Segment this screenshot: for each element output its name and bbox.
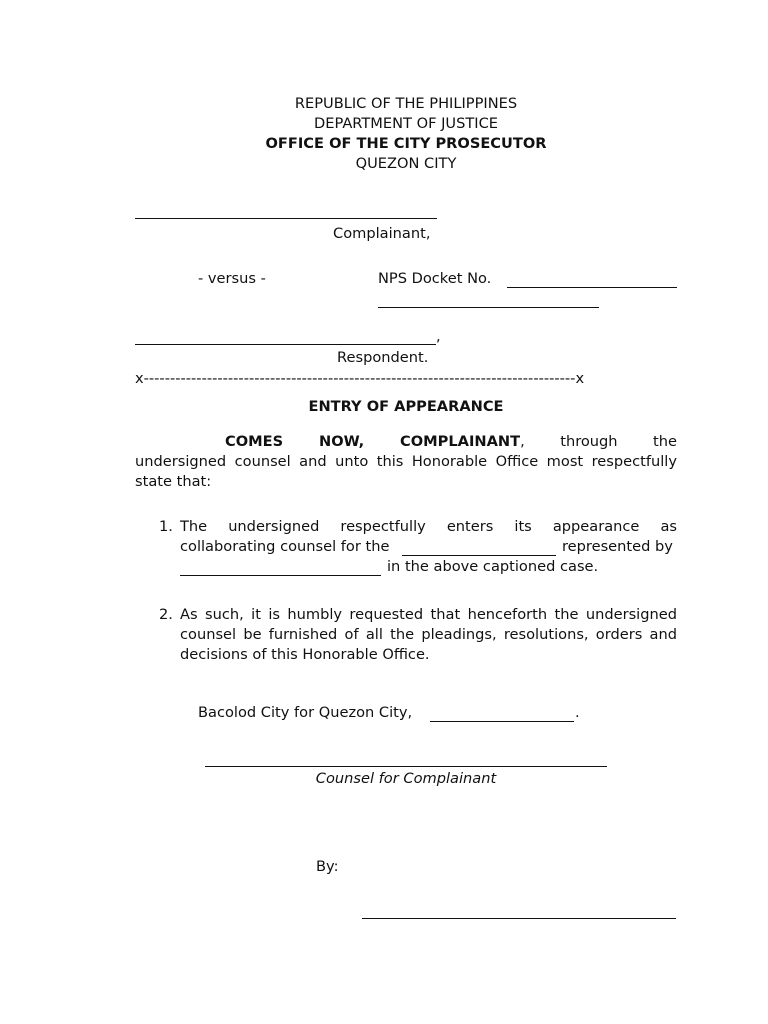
by-label: By: — [316, 858, 339, 875]
intro-line-1 — [135, 432, 677, 452]
docket-number-line-2 — [378, 307, 599, 308]
by-signature-line — [362, 918, 676, 919]
intro-line-2: undersigned counsel and unto this Honorable Office most respectfully — [135, 453, 677, 470]
place-date-end: . — [575, 704, 580, 721]
caption-separator: x----------------------------------------------------------------------------------x — [135, 370, 585, 387]
docket-label: NPS Docket No. — [378, 270, 492, 287]
complainant-name-line — [135, 218, 437, 219]
versus-label: - versus - — [198, 270, 266, 287]
item-1-line-3b: in the above captioned case. — [387, 558, 599, 575]
complainant-label: Complainant, — [333, 225, 431, 242]
place-date-text: Bacolod City for Quezon City, — [198, 704, 413, 721]
item-2-line-1: As such, it is humbly requested that henceforth the undersigned — [180, 606, 677, 623]
intro-lead: COMES NOW, COMPLAINANT — [225, 433, 521, 450]
counsel-signature-line — [205, 766, 607, 767]
item-1-line-2a: collaborating counsel for the — [180, 538, 390, 555]
intro-line1-rest: , through the — [520, 433, 677, 450]
item-1-party-line — [402, 555, 556, 556]
header-office: OFFICE OF THE CITY PROSECUTOR — [265, 135, 547, 152]
respondent-name-line — [135, 344, 436, 345]
item-2-line-3: decisions of this Honorable Office. — [180, 646, 430, 663]
header-republic: REPUBLIC OF THE PHILIPPINES — [294, 95, 518, 112]
item-1-number: 1. — [159, 518, 173, 535]
item-2-number: 2. — [159, 606, 173, 623]
respondent-comma: , — [436, 328, 441, 345]
docket-number-line — [507, 287, 677, 288]
item-2-line-2: counsel be furnished of all the pleadings, resolutions, orders and — [180, 626, 677, 643]
intro-line-3: state that: — [135, 473, 212, 490]
document-title: ENTRY OF APPEARANCE — [308, 398, 504, 415]
item-1-line-2b: represented by — [562, 538, 673, 555]
counsel-label: Counsel for Complainant — [315, 770, 497, 787]
date-line — [430, 721, 574, 722]
header-city: QUEZON CITY — [355, 155, 457, 172]
respondent-label: Respondent. — [337, 349, 429, 366]
header-department: DEPARTMENT OF JUSTICE — [314, 115, 498, 132]
item-1-representative-line — [180, 575, 381, 576]
item-1-line-1: The undersigned respectfully enters its appearance as — [180, 518, 677, 535]
